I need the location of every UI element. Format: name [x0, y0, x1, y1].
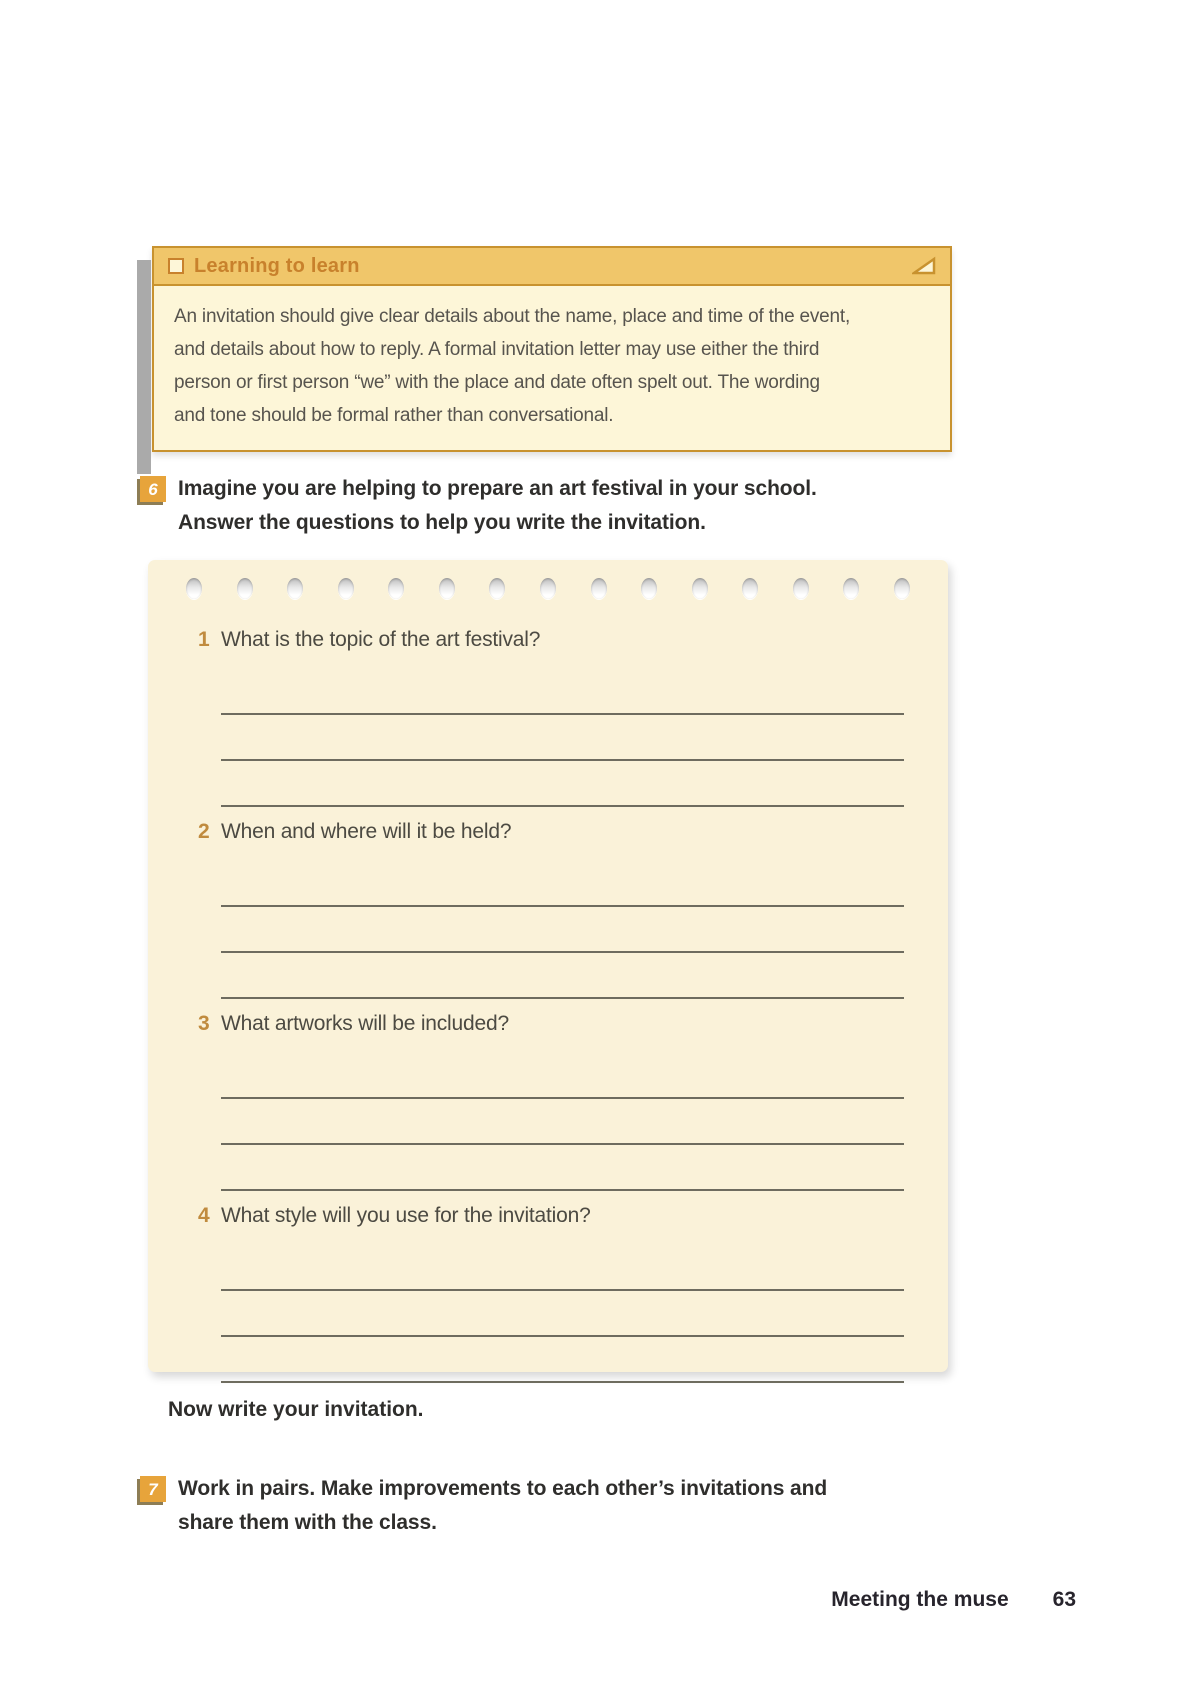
- learning-panel-body-line: and tone should be formal rather than conversational.: [174, 405, 614, 426]
- exercise-number: 7: [148, 1479, 158, 1499]
- answer-line[interactable]: [221, 1145, 904, 1191]
- question-row: [198, 625, 904, 655]
- binder-hole: [540, 578, 556, 599]
- answer-line[interactable]: [221, 861, 904, 907]
- question-text: What style will you use for the invitation?: [221, 1204, 591, 1227]
- question-text: When and where will it be held?: [221, 820, 512, 843]
- question-row: [198, 817, 904, 847]
- exercise-6-instruction: Imagine you are helping to prepare an art festival in your school. Answer the questions to help you write the invitation.: [178, 477, 817, 534]
- binder-hole: [692, 578, 708, 599]
- learning-to-learn-panel: [152, 246, 952, 452]
- exercise-6: [140, 472, 878, 540]
- learning-panel-body-line: person or first person “we” with the place and date often spelt out. The wording: [174, 372, 820, 393]
- answer-line[interactable]: [221, 1099, 904, 1145]
- page-footer: [0, 1588, 1076, 1612]
- binder-hole: [742, 578, 758, 599]
- checkbox-icon: [168, 258, 184, 274]
- triangle-corner-icon: [912, 256, 936, 276]
- question-text: What is the topic of the art festival?: [221, 628, 541, 651]
- learning-panel-body-line: An invitation should give clear details about the name, place and time of the event,: [174, 306, 851, 327]
- followup-instruction: Now write your invitation.: [168, 1398, 424, 1421]
- panel-shadow-bar: [137, 260, 151, 474]
- question-block-3: [198, 1009, 904, 1191]
- answer-line[interactable]: [221, 669, 904, 715]
- learning-panel-body-line: and details about how to reply. A formal invitation letter may use either the third: [174, 339, 820, 360]
- learning-panel-title: Learning to learn: [194, 254, 360, 277]
- binder-hole: [843, 578, 859, 599]
- question-row: [198, 1009, 904, 1039]
- binder-hole: [439, 578, 455, 599]
- answer-line[interactable]: [221, 715, 904, 761]
- question-number: 3: [198, 1012, 210, 1035]
- answer-line[interactable]: [221, 1337, 904, 1383]
- binder-hole: [591, 578, 607, 599]
- question-list: [148, 599, 948, 1383]
- binder-hole: [489, 578, 505, 599]
- question-number: 4: [198, 1204, 210, 1227]
- question-number: 1: [198, 628, 210, 651]
- question-block-2: [198, 817, 904, 999]
- answer-line[interactable]: [221, 953, 904, 999]
- exercise-7: [140, 1472, 878, 1540]
- learning-panel-body: [154, 286, 950, 450]
- exercise-number: 6: [148, 479, 158, 499]
- binder-hole: [287, 578, 303, 599]
- exercise-number-badge: [140, 1476, 166, 1502]
- answer-line[interactable]: [221, 761, 904, 807]
- binder-hole: [186, 578, 202, 599]
- answer-line[interactable]: [221, 907, 904, 953]
- binder-hole: [641, 578, 657, 599]
- binder-hole: [894, 578, 910, 599]
- binder-holes: [148, 560, 948, 599]
- question-block-1: [198, 625, 904, 807]
- exercise-number-badge: [140, 476, 166, 502]
- footer-page-number: 63: [1052, 1588, 1076, 1611]
- question-block-4: [198, 1201, 904, 1383]
- binder-hole: [388, 578, 404, 599]
- binder-hole: [338, 578, 354, 599]
- question-text: What artworks will be included?: [221, 1012, 509, 1035]
- answer-line[interactable]: [221, 1291, 904, 1337]
- question-row: [198, 1201, 904, 1231]
- answer-line[interactable]: [221, 1053, 904, 1099]
- binder-hole: [793, 578, 809, 599]
- question-number: 2: [198, 820, 210, 843]
- footer-section-title: Meeting the muse: [831, 1588, 1009, 1611]
- binder-hole: [237, 578, 253, 599]
- notepad: [148, 560, 948, 1372]
- answer-line[interactable]: [221, 1245, 904, 1291]
- exercise-7-instruction: Work in pairs. Make improvements to each other’s invitations and share them with the class.: [178, 1477, 828, 1534]
- learning-panel-header: [154, 248, 950, 286]
